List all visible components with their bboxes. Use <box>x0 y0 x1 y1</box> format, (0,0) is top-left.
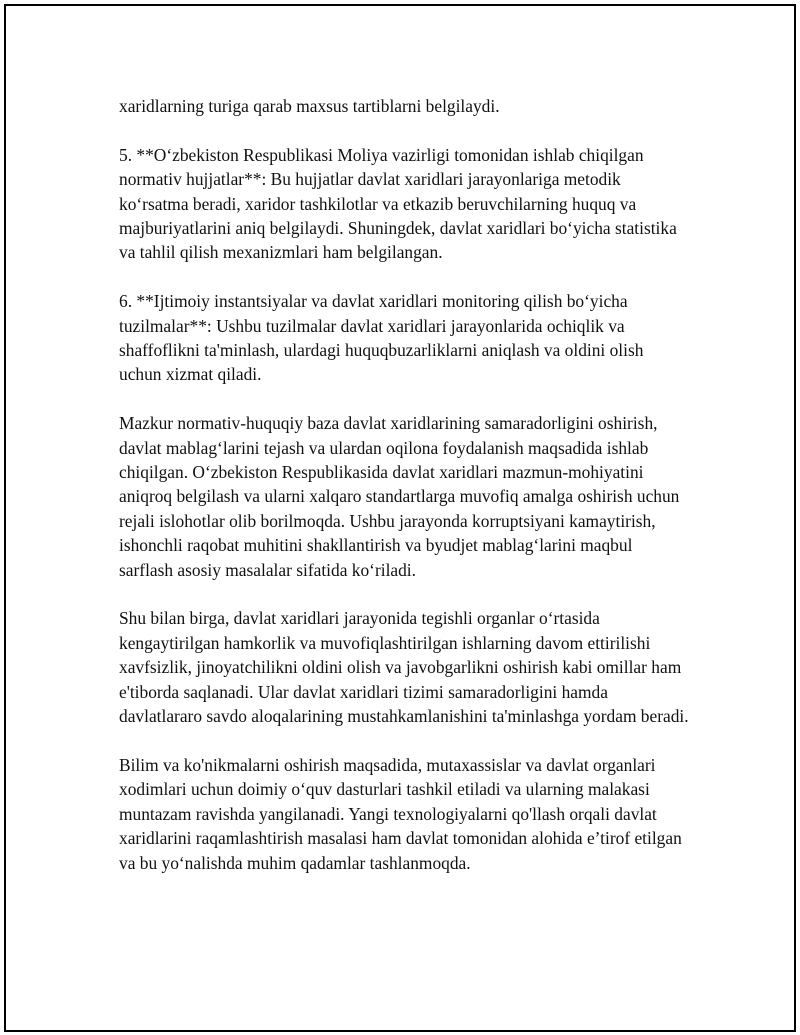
paragraph-item-6: 6. **Ijtimoiy instantsiyalar va davlat xaridlari monitoring qilish bo‘yicha tuzilmalar**: Ushbu tuzilmalar davlat xaridlari jarayonlarida ochiqlik va shaffoflikni ta'minlash, ulardagi huquqbuzarliklarni aniqlash va oldini olish uchun xizmat qiladi. <box>119 291 644 385</box>
document-page <box>4 4 796 1032</box>
paragraph-cooperation: Shu bilan birga, davlat xaridlari jarayonida tegishli organlar o‘rtasida kengaytirilgan hamkorlik va muvofiqlashtirilgan ishlarning davom ettirilishi xavfsizlik, jinoyatchilikni oldini olish va javobgarlikni oshirish kabi omillar ham e'tiborda saqlanadi. Ular davlat xaridlari tizimi samaradorligini hamda davlatlararo savdo aloqalarining mustahkamlanishini ta'minlashga yordam beradi. <box>119 608 689 727</box>
paragraph-training: Bilim va ko'nikmalarni oshirish maqsadida, mutaxassislar va davlat organlari xodimlari uchun doimiy o‘quv dasturlari tashkil etiladi va ularning malakasi muntazam ravishda yangilanadi. Yangi texnologiyalarni qo'llash orqali davlat xaridlarini raqamlashtirish masalasi ham davlat tomonidan alohida e’tirof etilgan va bu yo‘nalishda muhim qadamlar tashlanmoqda. <box>119 754 682 873</box>
paragraph-continuation: xaridlarning turiga qarab maxsus tartiblarni belgilaydi. <box>119 96 500 116</box>
document-body <box>119 94 689 899</box>
paragraph-summary: Mazkur normativ-huquqiy baza davlat xaridlarining samaradorligini oshirish, davlat mablag‘larini tejash va ulardan oqilona foydalanish maqsadida ishlab chiqilgan. O‘zbekiston Respublikasida davlat xaridlari mazmun-mohiyatini aniqroq belgilash va ularni xalqaro standartlarga muvofiq amalga oshirish uchun rejali islohotlar olib borilmoqda. Ushbu jarayonda korruptsiyani kamaytirish, ishonchli raqobat muhitini shakllantirish va byudjet mablag‘larini maqbul sarflash asosiy masalalar sifatida ko‘riladi. <box>119 413 680 580</box>
paragraph-item-5: 5. **O‘zbekiston Respublikasi Moliya vazirligi tomonidan ishlab chiqilgan normativ hujjatlar**: Bu hujjatlar davlat xaridlari jarayonlariga metodik ko‘rsatma beradi, xaridor tashkilotlar va etkazib beruvchilarning huquq va majburiyatlarini aniq belgilaydi. Shuningdek, davlat xaridlari bo‘yicha statistika va tahlil qilish mexanizmlari ham belgilangan. <box>119 144 677 263</box>
